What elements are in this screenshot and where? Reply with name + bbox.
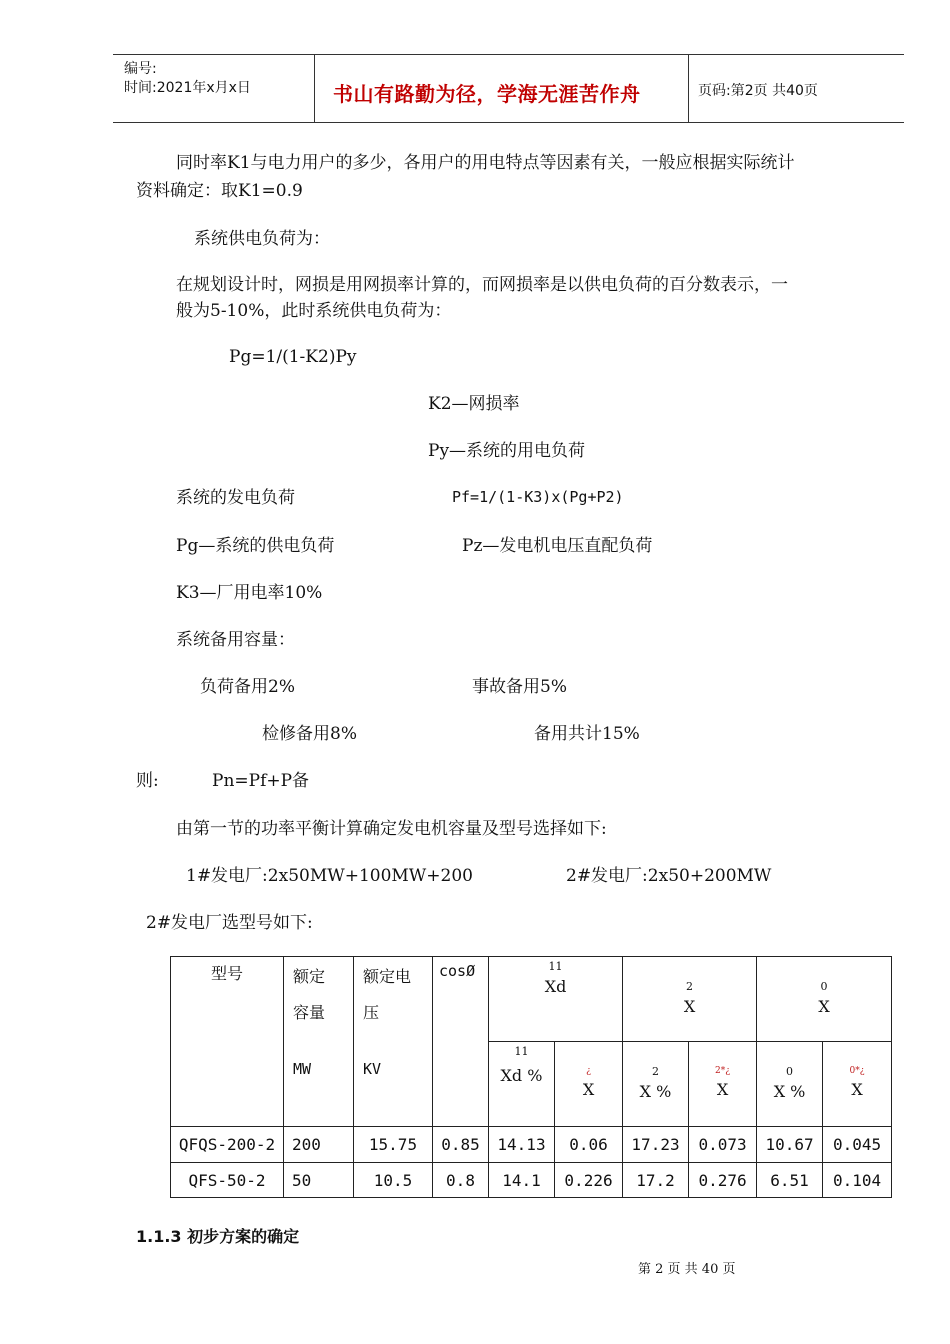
paragraph-line: 同时率K1与电力用户的多少，各用户的用电特点等因素有关，一般应根据实际统计	[176, 153, 795, 173]
subheader-x0-percent: 0 X %	[757, 1042, 823, 1127]
header-x0: 0 X	[757, 957, 892, 1042]
supply-load-title: 系统供电负荷为：	[194, 229, 330, 249]
formula-pn: Pn=Pf+P备	[212, 771, 310, 791]
formula-pg: Pg=1/(1-K2)Py	[229, 347, 357, 367]
table-row: QFQS-200-2 200 15.75 0.85 14.13 0.06 17.23 0.073 10.67 0.045	[171, 1127, 892, 1163]
header-divider-left	[314, 54, 315, 123]
header-rated-capacity: 额定 容量 MW	[284, 957, 354, 1127]
header-page-label: 页码:第2页 共40页	[698, 83, 818, 99]
paragraph-line: 般为5-10%，此时系统供电负荷为：	[176, 301, 452, 321]
subheader-x0-pu: 0*¿ X	[823, 1042, 892, 1127]
selection-intro: 由第一节的功率平衡计算确定发电机容量及型号选择如下:	[176, 819, 607, 839]
reserve-accident: 事故备用5%	[472, 677, 567, 697]
header-divider-right	[688, 54, 689, 123]
reserve-maintenance: 检修备用8%	[262, 724, 357, 744]
definition-pg: Pg—系统的供电负荷	[176, 536, 335, 556]
reserve-load: 负荷备用2%	[200, 677, 295, 697]
table-row: QFS-50-2 50 10.5 0.8 14.1 0.226 17.2 0.276 6.51 0.104	[171, 1163, 892, 1198]
definition-py: Py—系统的用电负荷	[428, 441, 586, 461]
definition-pz: Pz—发电机电压直配负荷	[462, 536, 653, 556]
subheader-xd-percent: 11 Xd %	[489, 1042, 555, 1127]
section-title: 1.1.3 初步方案的确定	[136, 1227, 300, 1246]
subheader-xd-pu: ¿ X	[555, 1042, 623, 1127]
page-footer: 第 2 页 共 40 页	[638, 1262, 736, 1277]
subheader-x2-pu: 2*¿ X	[689, 1042, 757, 1127]
plant-2-selection-label: 2#发电厂选型号如下:	[146, 913, 313, 933]
header-rated-voltage: 额定电 压 KV	[354, 957, 433, 1127]
header-number-label: 编号:	[124, 61, 157, 77]
generation-load-label: 系统的发电负荷	[176, 488, 295, 508]
paragraph-line: 资料确定：取K1=0.9	[136, 181, 303, 201]
header-top-rule	[113, 54, 904, 55]
header-motto: 书山有路勤为径，学海无涯苦作舟	[333, 82, 641, 106]
header-bottom-rule	[113, 122, 904, 123]
definition-k2: K2—网损率	[428, 394, 520, 414]
definition-k3: K3—厂用电率10%	[176, 583, 323, 603]
reserve-title: 系统备用容量：	[176, 630, 295, 650]
paragraph-line: 在规划设计时，网损是用网损率计算的，而网损率是以供电负荷的百分数表示，一	[176, 275, 788, 295]
generator-spec-table	[170, 956, 892, 1198]
header-x2: 2 X	[623, 957, 757, 1042]
header-xd: 11 Xd	[489, 957, 623, 1042]
header-time-label: 时间:2021年x月x日	[124, 80, 251, 96]
formula-pf: Pf=1/(1-K3)x(Pg+P2)	[452, 488, 624, 506]
plant-1-config: 1#发电厂:2x50MW+100MW+200	[186, 866, 473, 886]
reserve-total: 备用共计15%	[534, 724, 640, 744]
plant-2-config: 2#发电厂:2x50+200MW	[566, 866, 772, 886]
header-model: 型号	[171, 957, 284, 1127]
header-cos-phi: cosØ	[433, 957, 489, 1127]
then-label: 则:	[136, 771, 159, 791]
subheader-x2-percent: 2 X %	[623, 1042, 689, 1127]
